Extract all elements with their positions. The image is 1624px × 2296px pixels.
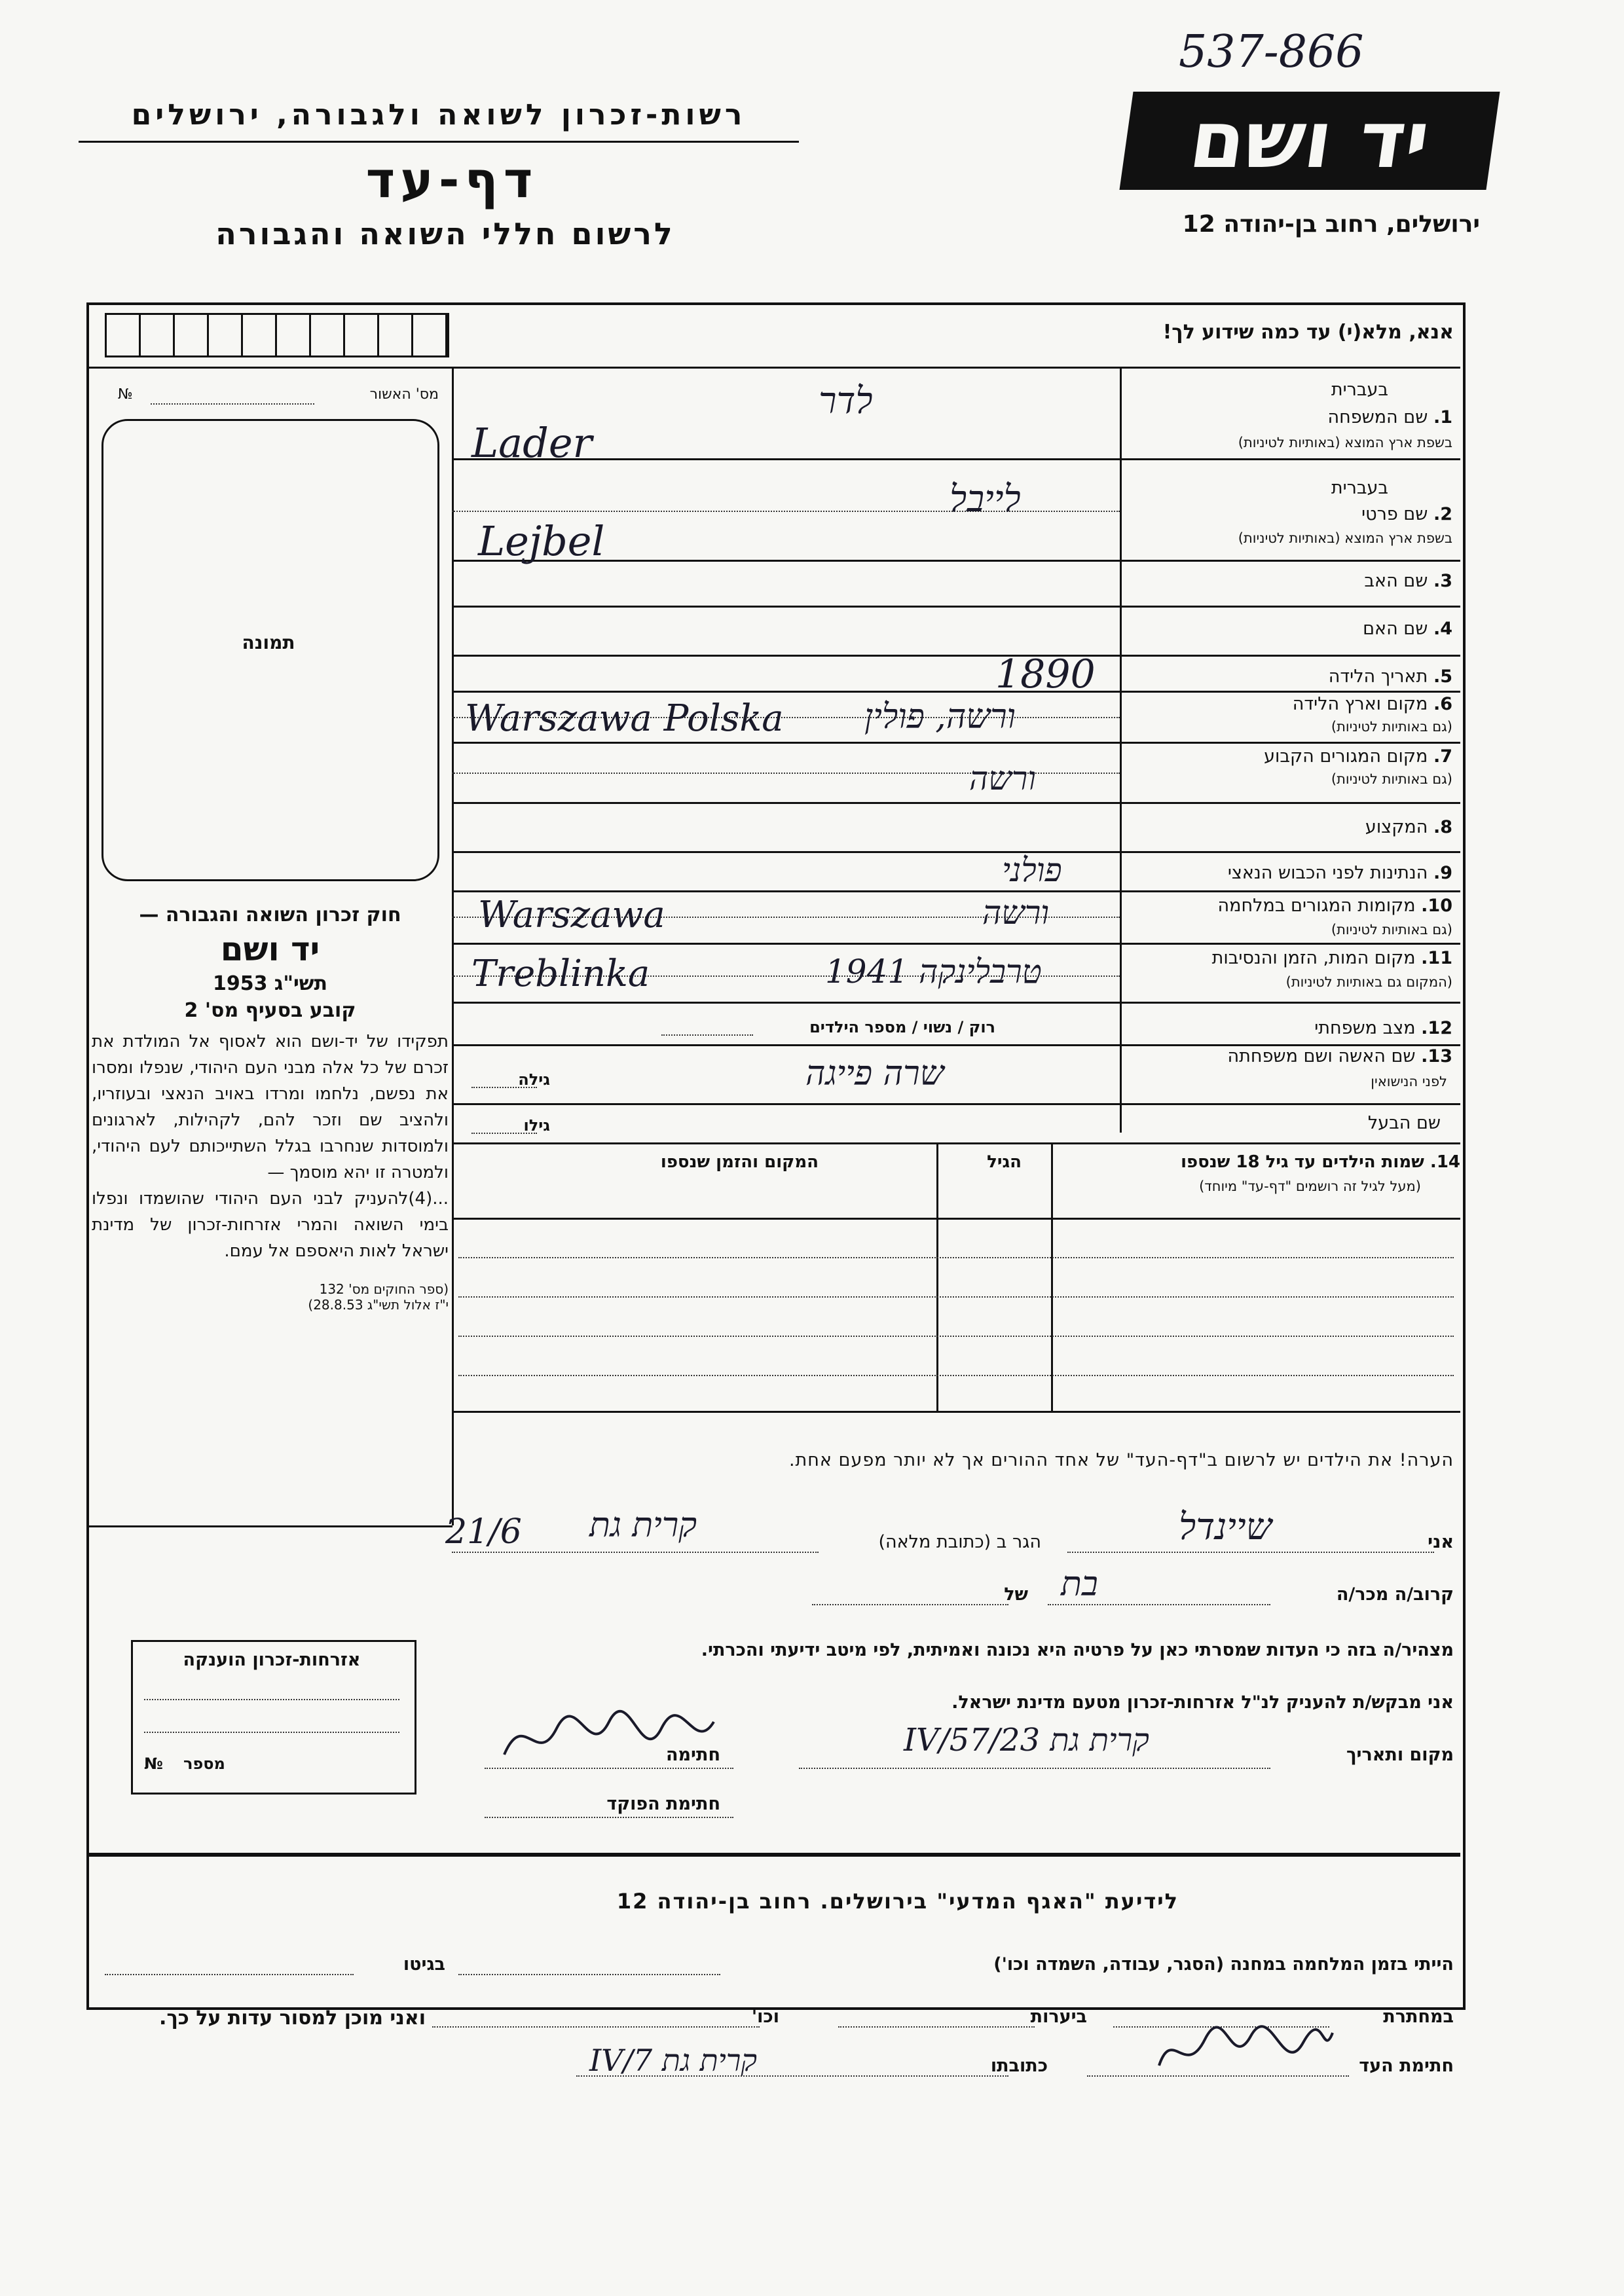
field-8-num: 8. [1433, 817, 1452, 837]
field-9-num: 9. [1433, 863, 1452, 883]
field-11-label [1212, 948, 1452, 968]
law-clause: קובע בסעיף מס' 2 [184, 999, 356, 1022]
officer-line[interactable] [485, 1817, 733, 1818]
field-13-label [1228, 1046, 1452, 1066]
witness-signature[interactable] [498, 1702, 720, 1774]
field-11-sub: (המקום גם באותיות לטיניות) [1285, 974, 1452, 990]
field-5-num: 5. [1433, 666, 1452, 687]
bottom-rule [89, 1853, 1460, 1857]
field-12-text: מצב משפחתי [1314, 1018, 1416, 1038]
rule-14 [452, 1142, 1460, 1144]
field-2-num: 2. [1433, 504, 1452, 524]
husband-label: שם הבעל [1367, 1113, 1441, 1133]
header-authority: רשות-זכרון לשואה ולגבורה, ירושלים [131, 98, 747, 132]
instruction: אנא, מלא(י) עד כמה שידוע לך! [1162, 321, 1454, 344]
camp-line[interactable] [458, 1974, 720, 1975]
field-7-num: 7. [1433, 746, 1452, 767]
forests-label: ביערות [1030, 2007, 1087, 2027]
rule-6 [452, 742, 1460, 744]
children-col-1 [936, 1142, 938, 1411]
approval-no-symbol: № [118, 386, 133, 403]
surname-latin[interactable]: Lader [471, 419, 593, 467]
decl-signature-label: חתימה [665, 1745, 720, 1765]
rule-9 [452, 890, 1460, 892]
law-box [92, 903, 449, 1512]
children-header-rule [452, 1218, 1460, 1220]
children-sub: (מעל לגיל זה רושמים "דף-עד" מיוחד) [1199, 1178, 1421, 1194]
approval-label: מס' האשור [369, 386, 439, 403]
field-1-sub: בשפת ארץ המוצא (באותיות לטיניות) [1238, 435, 1452, 450]
field-12-num: 12. [1421, 1018, 1452, 1038]
field-4-num: 4. [1433, 619, 1452, 639]
field-8-text: המקצוע [1365, 817, 1428, 837]
field-4-label [1363, 619, 1452, 639]
field-7-label [1264, 746, 1452, 767]
witness-sig-label: חתימת העד [1359, 2056, 1454, 2076]
field-1-label [1327, 407, 1452, 428]
form-title: דף-עד [365, 151, 538, 209]
archive-number: 537-866 [1179, 26, 1364, 78]
photo-label: תמונה [242, 632, 295, 653]
approval-number-line[interactable] [151, 403, 314, 405]
nationality-hebrew[interactable]: פולני [1002, 851, 1062, 889]
field-1-tag: בעברית [1331, 380, 1388, 400]
field-6-label [1293, 694, 1452, 714]
decl-place-date-label: מקום ותאריך [1346, 1745, 1454, 1765]
wife-age-line[interactable] [471, 1087, 537, 1088]
field-10-text: מקומות המגורים במלחמה [1217, 896, 1416, 916]
etc-line[interactable] [432, 2026, 760, 2028]
field-10-sub: (גם באותיות לטיניות) [1331, 922, 1452, 938]
husband-age-label: גילו [523, 1116, 550, 1135]
field-12-label [1314, 1018, 1452, 1038]
wife-age-label: גילה [518, 1070, 550, 1089]
field-6-num: 6. [1433, 694, 1452, 714]
note: הערה! את הילדים יש לרשום ב"דף-העד" של אחד ההורים אך לא יותר מפעם אחת. [788, 1450, 1454, 1470]
decl-request: אני מבקש/ת להעניק לנ"ל אזרחות-זכרון מטעם מדינת ישראל. [951, 1692, 1454, 1713]
field-5-text: תאריך הלידה [1328, 666, 1428, 687]
signature-line[interactable] [485, 1768, 733, 1769]
field-1-text: שם המשפחה [1327, 407, 1428, 428]
rule-11 [452, 1002, 1460, 1004]
rule-1 [452, 458, 1460, 460]
relation-hebrew[interactable]: בת [1061, 1565, 1098, 1604]
yad-vashem-logo [1119, 92, 1500, 190]
children-label: 14. שמות הילדים עד גיל 18 שנספו [1181, 1152, 1460, 1172]
code-boxes [105, 313, 449, 357]
testimony-label: ואני מוכן למסור עדות על כך. [159, 2007, 426, 2030]
left-col-divider [452, 367, 454, 1133]
field-11-num: 11. [1421, 948, 1452, 968]
law-box-right [452, 1133, 454, 1525]
rule-8 [452, 851, 1460, 853]
decl-i-label: אני [1428, 1532, 1454, 1552]
birth-year[interactable]: 1890 [995, 651, 1096, 697]
etc-label: וכו' [751, 2007, 779, 2027]
spouse-hebrew[interactable]: שרה פייגה [805, 1054, 944, 1093]
witness-address-date[interactable]: 21/6 [445, 1512, 522, 1552]
children-row-3[interactable] [458, 1336, 1454, 1337]
field-5-label [1329, 666, 1452, 687]
decl-officer-label: חתימת הפוקד [606, 1794, 720, 1814]
law-box-bottom [89, 1525, 452, 1527]
decl-statement: מצהיר/ה בזה כי העדות שמסרתי כאן על פרטיה היא נכונה ואמיתית, לפי מיטב ידיעתי והכרתי. [701, 1640, 1454, 1660]
field-13-num: 13. [1421, 1046, 1452, 1066]
law-body-2: ...(4)להעניק לבני העם היהודי שהושמדו ונפלו בימי השואה והמרי אזרחות-זכרון של מדינת ישראל לאות היאספם אל עמם. [92, 1189, 449, 1261]
husband-age-line[interactable] [471, 1133, 537, 1134]
field-6-text: מקום וארץ הלידה [1292, 694, 1428, 714]
field-6-sub: (גם באותיות לטיניות) [1331, 719, 1452, 735]
field-10-num: 10. [1421, 896, 1452, 916]
law-body: תפקידו של יד-ושם הוא לאסוף אל המולדת את זכרם של כל אלה מבני העם היהודי, שנפלו ומסרו את נפשם, נלחמו ומרדו באויב הנאצי ובעוזריו, ולהציב שם וזכר להם, לקהילות, לארגונים ולמוסדות שנחרבו בגלל השתייכותם לעם היהודי, ולמטרה זו יהא מוסמך — [92, 1032, 449, 1182]
label-col-divider [1120, 367, 1122, 1133]
field-2-text: שם פרטי [1361, 504, 1428, 524]
address-label: כתובתו [990, 2056, 1048, 2076]
ghetto-line[interactable] [105, 1974, 354, 1975]
bottom-line-1: הייתי בזמן המלחמה במחנה (הסגר, עבודה, השמדה וכו') [993, 1954, 1454, 1975]
citizenship-no-symbol: № [144, 1755, 163, 1773]
header-underline [79, 141, 799, 143]
forests-line[interactable] [838, 2026, 1035, 2028]
signature-scribble [498, 1702, 720, 1774]
of-line[interactable] [812, 1604, 1008, 1605]
rule-5 [452, 691, 1460, 693]
law-source-date: י"ז אלול תשי"ג 28.8.53) [308, 1297, 449, 1313]
witness-name[interactable]: שיינדל [1179, 1506, 1272, 1548]
field-3-label [1364, 571, 1452, 591]
rule-10 [452, 943, 1460, 945]
given-hebrew[interactable]: לייבל [950, 478, 1021, 520]
field-2-label [1361, 504, 1452, 524]
law-source: (ספר החוקים מס' 132 [319, 1281, 449, 1297]
citizenship-line-2[interactable] [144, 1732, 399, 1733]
field-3-num: 3. [1433, 571, 1452, 591]
wartime-latin[interactable]: Warszawa [478, 894, 665, 936]
witness-name-line[interactable] [1067, 1552, 1434, 1553]
children-bottom-rule [452, 1411, 1460, 1413]
rule-4 [452, 655, 1460, 657]
field-2-tag: בעברית [1331, 478, 1388, 498]
field-4-text: שם האם [1363, 619, 1428, 639]
relation-line[interactable] [1048, 1604, 1270, 1605]
wartime-hebrew[interactable]: ורשה [982, 894, 1050, 932]
law-year: תשי"ג 1953 [212, 972, 328, 995]
rule-7 [452, 802, 1460, 804]
children-col-2 [1051, 1142, 1053, 1411]
decl-of-label: של [1004, 1584, 1028, 1605]
field-7-sub: (גם באותיות לטיניות) [1331, 771, 1452, 787]
header-address: ירושלים, רחוב בן-יהודה 12 [1182, 211, 1480, 238]
given-latin[interactable]: Lejbel [478, 517, 605, 565]
field-1-num: 1. [1433, 407, 1452, 428]
decl-resident-label: הגר ב (כתובת מלאה) [878, 1532, 1041, 1552]
underground-label: במחתרת [1383, 2007, 1454, 2027]
residence-hebrew[interactable]: ורשה [969, 759, 1037, 797]
children-row-1[interactable] [458, 1257, 1454, 1258]
citizenship-line-1[interactable] [144, 1699, 399, 1700]
bottom-title: לידיעת "האגף המדעי" בירושלים. רחוב בן-יהודה 12 [616, 1889, 1179, 1914]
witness-address-bottom[interactable]: קרית גת 7/IV [589, 2043, 757, 2078]
field-7-text: מקום המגורים הקבוע [1264, 746, 1428, 767]
rule-13 [452, 1103, 1460, 1105]
address-line[interactable] [576, 2075, 1008, 2077]
law-title: חוק זכרון השואה והגבורה — [139, 903, 401, 926]
field-9-label [1228, 863, 1452, 883]
citizenship-title: אזרחות-זכרון הוענקה [183, 1650, 361, 1670]
law-name: יד ושם [220, 930, 320, 968]
witness-address-line[interactable] [452, 1552, 819, 1553]
place-date[interactable]: קרית גת 23/IV/57 [904, 1722, 1149, 1758]
birthplace-latin[interactable]: Warszawa Polska [465, 697, 784, 740]
citizenship-number-label: מספר [183, 1755, 225, 1773]
field-11-text: מקום המות, הזמן והנסיבות [1211, 948, 1416, 968]
witness-address[interactable]: קרית גת [589, 1506, 697, 1545]
place-date-line[interactable] [799, 1768, 1270, 1769]
surname-hebrew[interactable]: לדר [819, 380, 873, 422]
witness-sig-line[interactable] [1087, 2075, 1349, 2077]
decl-relative-label: קרוב/ה מכר/ה [1336, 1584, 1454, 1605]
field-8-label [1365, 817, 1452, 837]
family-status-options: רוק / נשוי / מספר הילדים [809, 1018, 995, 1036]
death-hebrew[interactable]: טרבלינקה 1941 [825, 953, 1042, 991]
rule-3 [452, 606, 1460, 608]
field-10-label [1218, 896, 1452, 916]
children-row-2[interactable] [458, 1296, 1454, 1298]
field-13-text: שם האשה ושם משפחתה [1227, 1046, 1416, 1066]
children-place-col: המקום והזמן שנספו [660, 1152, 819, 1172]
rule-12 [452, 1044, 1460, 1046]
children-age-col: הגיל [987, 1152, 1022, 1172]
field-3-text: שם האב [1364, 571, 1428, 591]
instruction-divider [89, 367, 1460, 369]
birthplace-hebrew[interactable]: ורשה, פולין [864, 697, 1016, 737]
children-row-4[interactable] [458, 1375, 1454, 1376]
ghetto-label: בגיטו [403, 1954, 445, 1975]
field-13-sub: לפני הנישואין [1371, 1074, 1447, 1089]
children-count-line[interactable] [661, 1034, 753, 1036]
field-9-text: הנתינות לפני הכבוש הנאצי [1227, 863, 1428, 883]
field-2-sub: בשפת ארץ המוצא (באותיות לטיניות) [1238, 530, 1452, 546]
logo-text: יד ושם [1184, 95, 1435, 186]
death-latin[interactable]: Treblinka [471, 953, 650, 995]
form-subtitle: לרשום חללי השואה והגבורה [215, 216, 675, 251]
